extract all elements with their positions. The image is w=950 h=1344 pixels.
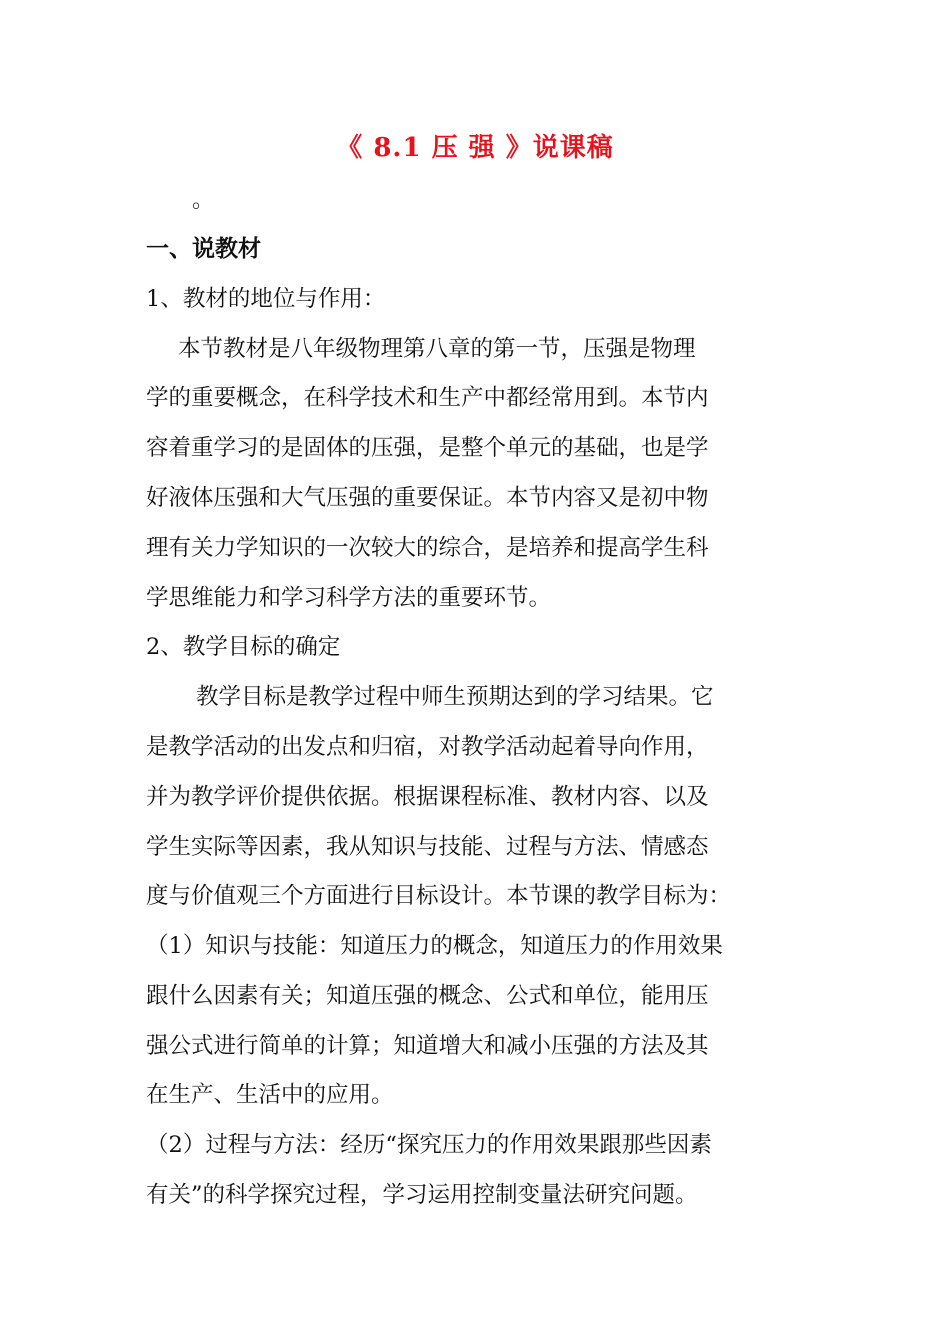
paragraph-line: 学的重要概念，在科学技术和生产中都经常用到。本节内 [146, 385, 709, 411]
goal-line: 跟什么因素有关；知道压强的概念、公式和单位，能用压 [146, 983, 709, 1009]
paragraph-line: 学思维能力和学习科学方法的重要环节。 [146, 585, 552, 611]
paragraph-line: 教学目标是教学过程中师生预期达到的学习结果。它 [196, 684, 714, 710]
paragraph-line: 容着重学习的是固体的压强，是整个单元的基础，也是学 [146, 435, 709, 461]
goal-line: 在生产、生活中的应用。 [146, 1082, 394, 1108]
section-heading-textbook: 一、说教材 [146, 235, 261, 262]
paragraph-line: 是教学活动的出发点和归宿，对教学活动起着导向作用， [146, 734, 709, 760]
goal-line: （2）过程与方法：经历“探究压力的作用效果跟那些因素 [146, 1132, 712, 1158]
paragraph-line: 度与价值观三个方面进行目标设计。本节课的教学目标为： [146, 883, 732, 909]
goal-line: （1）知识与技能：知道压力的概念，知道压力的作用效果 [146, 933, 723, 959]
goal-line: 强公式进行简单的计算；知道增大和减小压强的方法及其 [146, 1033, 709, 1059]
paragraph-line: 本节教材是八年级物理第八章的第一节，压强是物理 [178, 336, 696, 362]
paragraph-line: 理有关力学知识的一次较大的综合，是培养和提高学生科 [146, 535, 709, 561]
paragraph-line: 并为教学评价提供依据。根据课程标准、教材内容、以及 [146, 784, 709, 810]
paragraph-line: 学生实际等因素，我从知识与技能、过程与方法、情感态 [146, 834, 709, 860]
goal-line: 有关”的科学探究过程，学习运用控制变量法研究问题。 [146, 1182, 698, 1208]
paragraph-line: 好液体压强和大气压强的重要保证。本节内容又是初中物 [146, 485, 709, 511]
document-title: 《 8.1 压 强 》说课稿 [336, 133, 614, 163]
subheading-goals: 2、教学目标的确定 [146, 634, 341, 660]
subheading-role: 1、教材的地位与作用： [146, 286, 386, 312]
stray-period: 。 [192, 188, 215, 213]
